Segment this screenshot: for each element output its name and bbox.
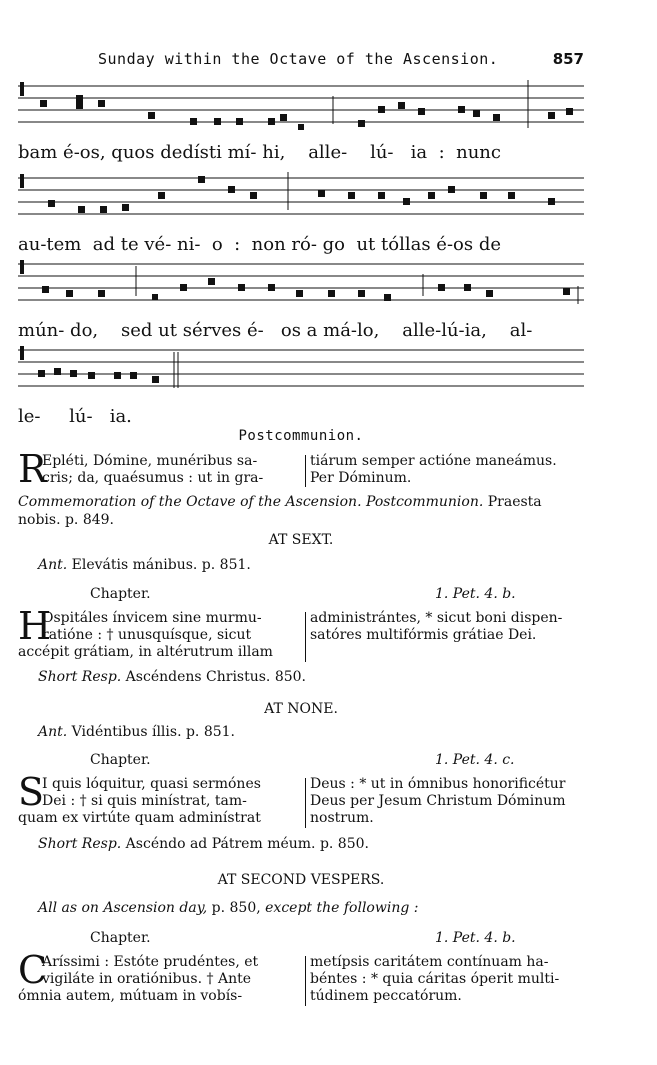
none-left: I quis lóquitur, quasi sermónes Dei : † si quis minístrat, tam- quam ex virtúte quam adminístrat bbox=[18, 776, 261, 826]
chant-system-4 bbox=[18, 342, 584, 427]
lyric-line-2: au-tem ad te vé- ni- o : non ró- go ut tóllas é-os de bbox=[18, 234, 501, 255]
vespers-left: Aríssimi : Estóte prudéntes, et vigiláte in oratiónibus. † Ante ómnia autem, mútuam in vobís- bbox=[18, 954, 259, 1004]
dropcap-h: H bbox=[18, 604, 52, 648]
vespers-chapter-ref: 1. Pet. 4. b. bbox=[435, 930, 516, 946]
dropcap-r: R bbox=[18, 447, 47, 491]
none-right: Deus : * ut in ómnibus honorificétur Deus per Jesum Christum Dóminum nostrum. bbox=[310, 776, 566, 826]
vespers-right: metípsis caritátem contínuam ha- béntes : * quia cáritas óperit multi- túdinem peccatórum. bbox=[310, 954, 560, 1004]
sext-chapter-ref: 1. Pet. 4. b. bbox=[435, 586, 516, 602]
vespers-note: All as on Ascension day, p. 850, except the following : bbox=[38, 900, 419, 916]
staff-3 bbox=[18, 256, 584, 316]
dropcap-c: C bbox=[18, 948, 48, 992]
sext-right: administrántes, * sicut boni dispen- satóres multifórmis grátiae Dei. bbox=[310, 610, 563, 643]
postcommunion-right: tiárum semper actióne maneámus. Per Dóminum. bbox=[310, 453, 557, 486]
staff-4 bbox=[18, 342, 584, 402]
running-title: Sunday within the Octave of the Ascension. bbox=[98, 50, 499, 68]
staff-1 bbox=[18, 78, 584, 138]
chant-system-3 bbox=[18, 256, 584, 341]
lyric-line-4: le- lú- ia. bbox=[18, 406, 132, 427]
sext-short-resp: Short Resp. Ascéndens Christus. 850. bbox=[38, 669, 307, 685]
commemoration-line: Commemoration of the Octave of the Ascension. Postcommunion. Praesta bbox=[18, 494, 542, 510]
vespers-chapter-label: Chapter. bbox=[90, 930, 151, 946]
vespers-heading: AT SECOND VESPERS. bbox=[217, 872, 385, 888]
none-antiphon: Ant. Vidéntibus íllis. p. 851. bbox=[38, 724, 236, 740]
none-chapter-text bbox=[18, 770, 588, 830]
lyric-line-1: bam é-os, quos dedísti mí- hi, alle- lú- ia : nunc bbox=[18, 142, 501, 163]
none-chapter-label: Chapter. bbox=[90, 752, 151, 768]
commemoration-line-2: nobis. p. 849. bbox=[18, 512, 115, 528]
none-heading: AT NONE. bbox=[264, 701, 338, 717]
sext-chapter-text bbox=[18, 604, 588, 664]
column-divider bbox=[305, 455, 306, 487]
postcommunion-text bbox=[18, 447, 588, 491]
none-short-resp: Short Resp. Ascéndo ad Pátrem méum. p. 850. bbox=[38, 836, 369, 852]
sext-chapter-label: Chapter. bbox=[90, 586, 151, 602]
lyric-line-3: mún- do, sed ut sérves é- os a má-lo, alle-lú-ia, al- bbox=[18, 320, 533, 341]
dropcap-s: S bbox=[18, 770, 45, 814]
page-number: 857 bbox=[552, 50, 584, 68]
sext-heading: AT SEXT. bbox=[268, 532, 334, 548]
postcommunion-heading: Postcommunion. bbox=[238, 428, 364, 444]
vespers-chapter-text bbox=[18, 948, 588, 1008]
sext-left: Ospitáles ínvicem sine murmu- ratióne : † unusquísque, sicut accépit grátiam, in altérutrum illam bbox=[18, 610, 273, 660]
none-chapter-ref: 1. Pet. 4. c. bbox=[435, 752, 515, 768]
sext-antiphon: Ant. Elevátis mánibus. p. 851. bbox=[38, 557, 251, 573]
staff-2 bbox=[18, 170, 584, 230]
chant-system-1 bbox=[18, 78, 584, 163]
chant-system-2 bbox=[18, 170, 584, 255]
page-header bbox=[18, 50, 584, 70]
postcommunion-left: Epléti, Dómine, munéribus sa- cris; da, quaésumus : ut in gra- bbox=[42, 453, 264, 486]
